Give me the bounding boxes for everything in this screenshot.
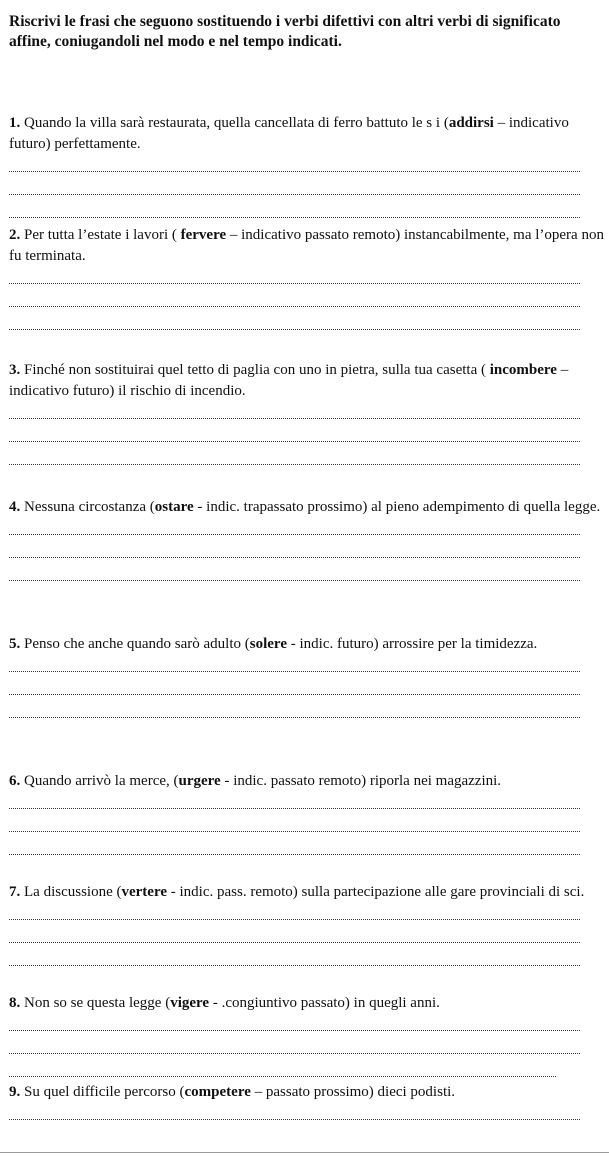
exercise-text: 7. La discussione (vertere - indic. pass. remoto) sulla partecipazione alle gare provinciali di sci.	[9, 884, 585, 900]
answer-line[interactable]	[9, 448, 604, 471]
exercise-text: 4. Nessuna circostanza (ostare - indic. trapassato prossimo) al pieno adempimento di quella legge.	[9, 499, 601, 515]
answer-line[interactable]	[9, 678, 604, 701]
exercise-9	[9, 1082, 604, 1126]
answer-line[interactable]	[9, 701, 604, 724]
answer-line[interactable]	[9, 1103, 604, 1126]
exercise-5	[9, 634, 604, 724]
answer-line[interactable]	[9, 541, 604, 564]
answer-line[interactable]	[9, 290, 604, 313]
answer-line[interactable]	[9, 1014, 604, 1037]
answer-line[interactable]	[9, 655, 604, 678]
exercise-text: 6. Quando arrivò la merce, (urgere - indic. passato remoto) riporla nei magazzini.	[9, 773, 502, 789]
answer-line[interactable]	[9, 815, 604, 838]
answer-line[interactable]	[9, 564, 604, 587]
answer-line[interactable]	[9, 926, 604, 949]
exercise-6	[9, 771, 604, 861]
answer-line[interactable]	[9, 518, 604, 541]
answer-line[interactable]	[9, 949, 604, 972]
instructions: Riscrivi le frasi che seguono sostituendo i verbi difettivi con altri verbi di significato affine, coniugandoli nel modo e nel tempo indicati.	[9, 13, 561, 50]
exercise-1	[9, 113, 604, 224]
answer-line[interactable]	[9, 402, 604, 425]
exercise-4	[9, 497, 604, 587]
answer-line[interactable]	[9, 155, 604, 178]
exercise-text: 3. Finché non sostituirai quel tetto di paglia con uno in pietra, sulla tua casetta ( incombere – indicativo futuro) il rischio di incendio.	[9, 362, 569, 399]
answer-line[interactable]	[9, 425, 604, 448]
exercise-text: 2. Per tutta l’estate i lavori ( fervere – indicativo passato remoto) instancabilmente, ma l’opera non fu terminata.	[9, 227, 604, 264]
answer-line[interactable]	[9, 903, 604, 926]
exercise-3	[9, 360, 604, 471]
answer-line[interactable]	[9, 838, 604, 861]
exercise-text: 9. Su quel difficile percorso (competere – passato prossimo) dieci podisti.	[9, 1084, 456, 1100]
answer-line[interactable]	[9, 1037, 604, 1060]
answer-line[interactable]	[9, 178, 604, 201]
exercise-text: 1. Quando la villa sarà restaurata, quella cancellata di ferro battuto le s i (addirsi – indicativo futuro) perfettamente.	[9, 115, 569, 152]
exercise-2	[9, 225, 604, 336]
page-bottom-border	[0, 1152, 609, 1153]
answer-line[interactable]	[9, 201, 604, 224]
exercise-7	[9, 882, 604, 972]
answer-line[interactable]	[9, 267, 604, 290]
exercise-text: 5. Penso che anche quando sarò adulto (solere - indic. futuro) arrossire per la timidezza.	[9, 636, 538, 652]
answer-line[interactable]	[9, 1060, 604, 1083]
answer-line[interactable]	[9, 792, 604, 815]
answer-line[interactable]	[9, 313, 604, 336]
exercise-8	[9, 993, 604, 1083]
exercise-text: 8. Non so se questa legge (vigere - .congiuntivo passato) in quegli anni.	[9, 995, 440, 1011]
